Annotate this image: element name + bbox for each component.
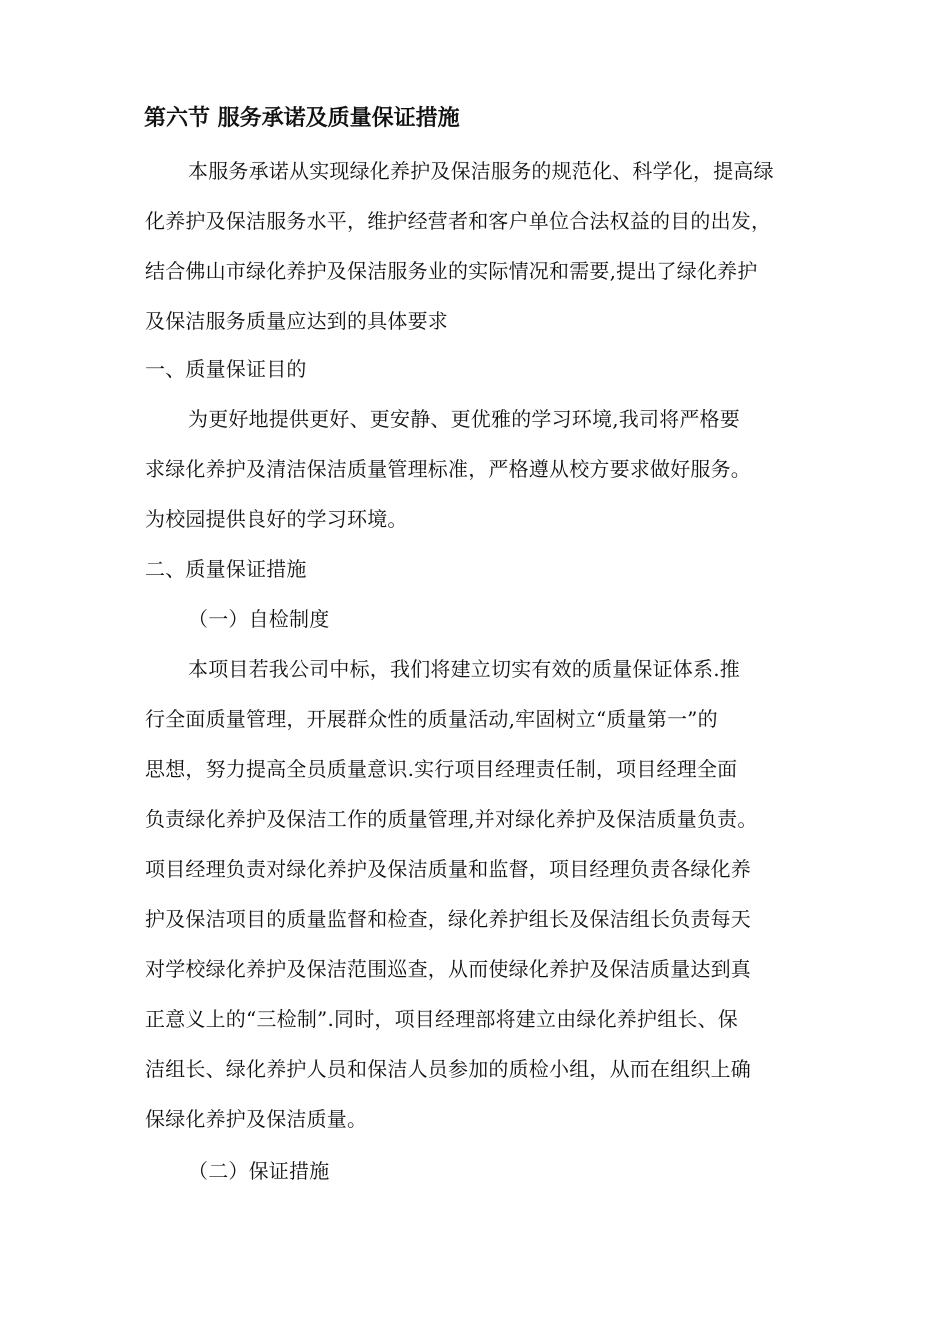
paragraph-line: 为校园提供良好的学习环境。 — [145, 507, 408, 531]
paragraph-line: 行全面质量管理，开展群众性的质量活动,牢固树立“质量第一”的 — [145, 707, 718, 731]
heading-quality-measures: 二、质量保证措施 — [145, 557, 307, 581]
subheading-self-inspection: （一）自检制度 — [188, 607, 330, 631]
paragraph-line: 对学校绿化养护及保洁范围巡查，从而使绿化养护及保洁质量达到真 — [145, 957, 751, 981]
paragraph-line: 项目经理负责对绿化养护及保洁质量和监督，项目经理负责各绿化养 — [145, 857, 751, 881]
paragraph-line: 负责绿化养护及保洁工作的质量管理,并对绿化养护及保洁质量负责。 — [145, 807, 758, 831]
paragraph-line: 求绿化养护及清洁保洁质量管理标准，严格遵从校方要求做好服务。 — [145, 457, 751, 481]
section-title: 第六节 服务承诺及质量保证措施 — [144, 105, 460, 131]
paragraph-line: 本服务承诺从实现绿化养护及保洁服务的规范化、科学化，提高绿 — [188, 159, 774, 183]
subheading-guarantee-measures: （二）保证措施 — [188, 1159, 330, 1183]
paragraph-line: 正意义上的“三检制”.同时，项目经理部将建立由绿化养护组长、保 — [145, 1007, 739, 1031]
paragraph-line: 化养护及保洁服务水平，维护经营者和客户单位合法权益的目的出发， — [145, 209, 772, 233]
paragraph-line: 保绿化养护及保洁质量。 — [145, 1107, 368, 1131]
heading-quality-goal: 一、质量保证目的 — [145, 357, 307, 381]
paragraph-line: 思想，努力提高全员质量意识.实行项目经理责任制，项目经理全面 — [145, 757, 738, 781]
paragraph-line: 护及保洁项目的质量监督和检查，绿化养护组长及保洁组长负责每天 — [145, 907, 751, 931]
paragraph-line: 洁组长、绿化养护人员和保洁人员参加的质检小组，从而在组织上确 — [145, 1057, 751, 1081]
paragraph-line: 结合佛山市绿化养护及保洁服务业的实际情况和需要,提出了绿化养护 — [145, 259, 758, 283]
paragraph-line: 为更好地提供更好、更安静、更优雅的学习环境,我司将严格要 — [188, 407, 740, 431]
paragraph-line: 本项目若我公司中标，我们将建立切实有效的质量保证体系.推 — [188, 657, 740, 681]
paragraph-line: 及保洁服务质量应达到的具体要求 — [145, 309, 448, 333]
